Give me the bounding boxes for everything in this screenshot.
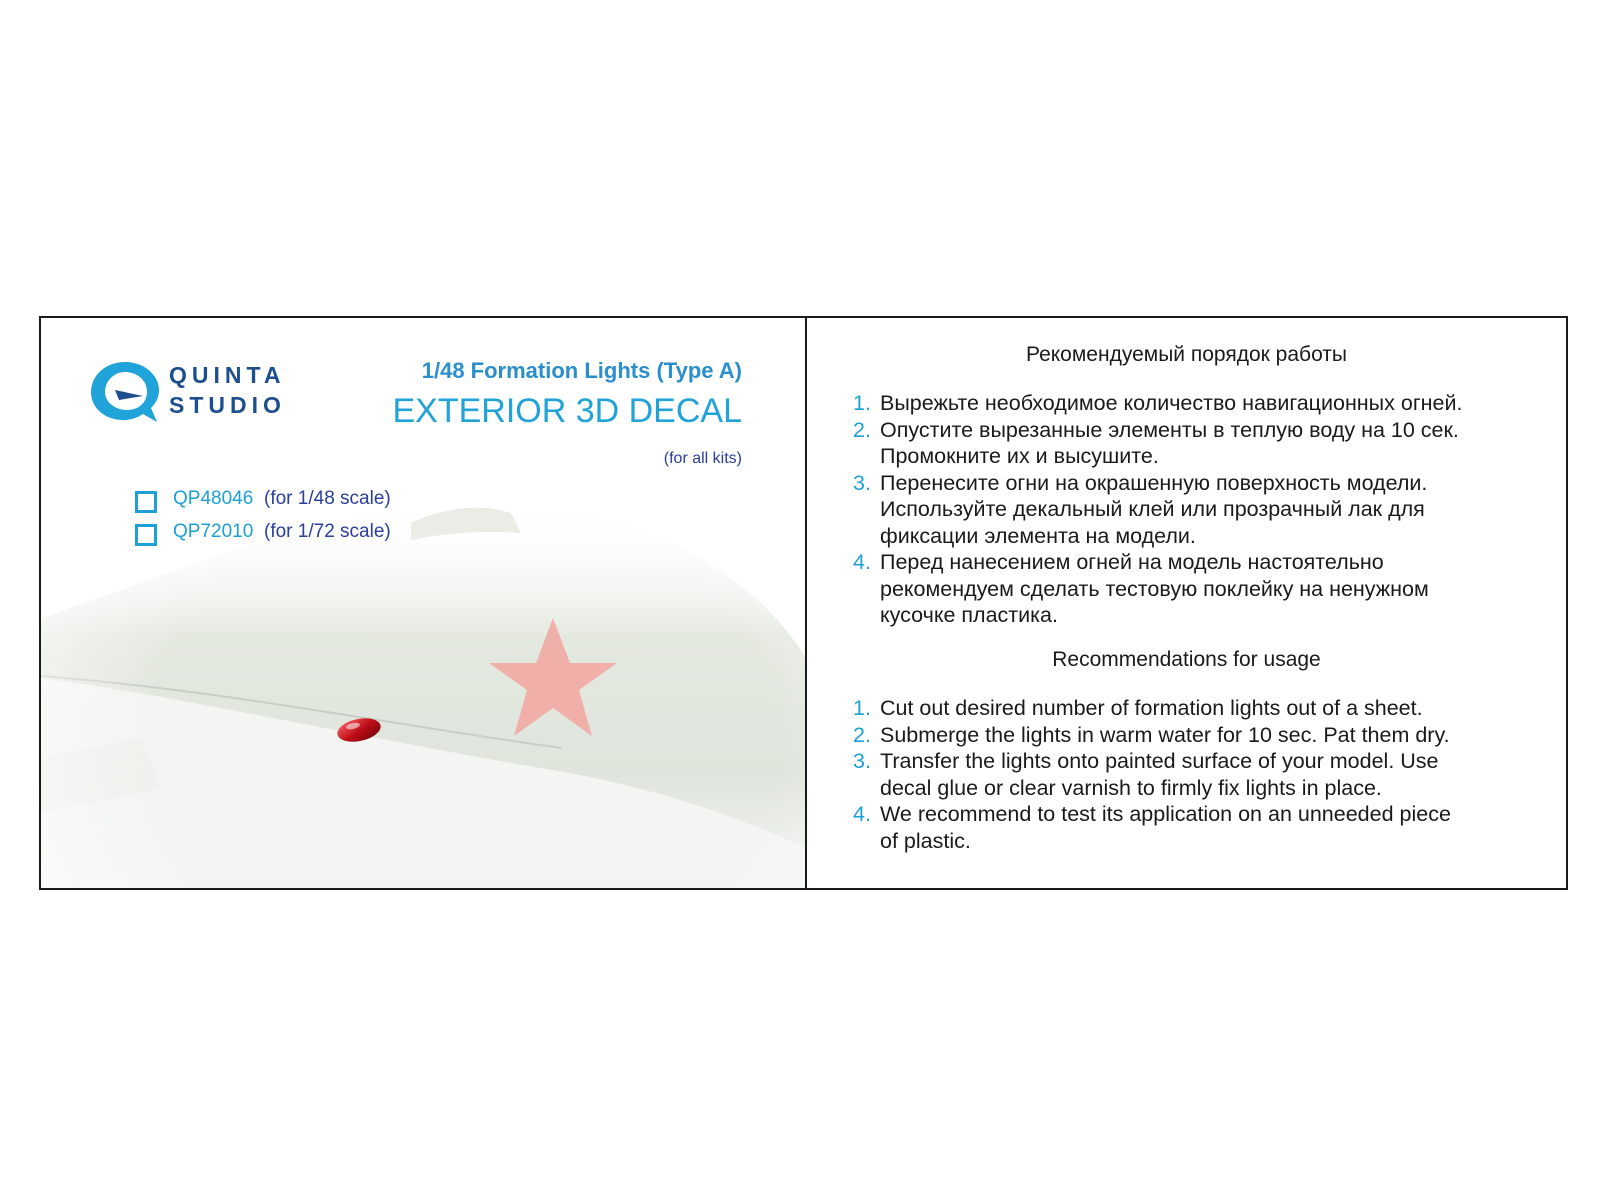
en-step: 3. Transfer the lights onto painted surface of your model. Use decal glue or clear varnish to firmly fix lights in place. xyxy=(853,749,1439,800)
variant-scale: (for 1/72 scale) xyxy=(264,521,391,542)
en-step: 4. We recommend to test its application on an unneeded piece of plastic. xyxy=(853,802,1451,853)
variant-checkbox[interactable] xyxy=(135,491,157,513)
en-step: 2. Submerge the lights in warm water for 10 sec. Pat them dry. xyxy=(853,722,1450,747)
en-steps-list xyxy=(853,695,1451,854)
brand-name-line2: STUDIO xyxy=(169,392,286,418)
ru-steps-list xyxy=(853,390,1462,629)
variant-scale: (for 1/48 scale) xyxy=(264,488,391,509)
instruction-card xyxy=(39,316,1568,890)
product-note: (for all kits) xyxy=(663,450,742,467)
product-title: 1/48 Formation Lights (Type A) xyxy=(421,358,742,383)
variant-checkbox[interactable] xyxy=(135,524,157,546)
ru-step: 1. Вырежьте необходимое количество навигационных огней. xyxy=(853,391,1463,415)
ru-heading: Рекомендуемый порядок работы xyxy=(1025,343,1347,366)
product-panel xyxy=(41,318,806,888)
quinta-logo-icon xyxy=(85,356,165,426)
en-heading: Recommendations for usage xyxy=(1052,648,1321,671)
en-step: 1. Cut out desired number of formation lights out of a sheet. xyxy=(853,696,1423,720)
ru-step: 2. Опустите вырезанные элементы в теплую воду на 10 сек. Промокните их и высушите. xyxy=(853,417,1459,468)
brand-name-line1: QUINTA xyxy=(169,362,286,388)
ru-step: 3. Перенесите огни на окрашенную поверхность модели. Используйте декальный клей или прозрачный лак для фиксации элемента на модели. xyxy=(853,470,1428,548)
variant-code: QP48046 xyxy=(173,488,254,509)
brand-logo xyxy=(85,356,315,426)
instructions-panel xyxy=(807,318,1566,888)
product-subtitle: EXTERIOR 3D DECAL xyxy=(392,392,742,430)
ru-step: 4. Перед нанесением огней на модель настоятельно рекомендуем сделать тестовую поклейку на ненужном кусочке пластика. xyxy=(853,550,1429,627)
variant-code: QP72010 xyxy=(173,521,254,542)
